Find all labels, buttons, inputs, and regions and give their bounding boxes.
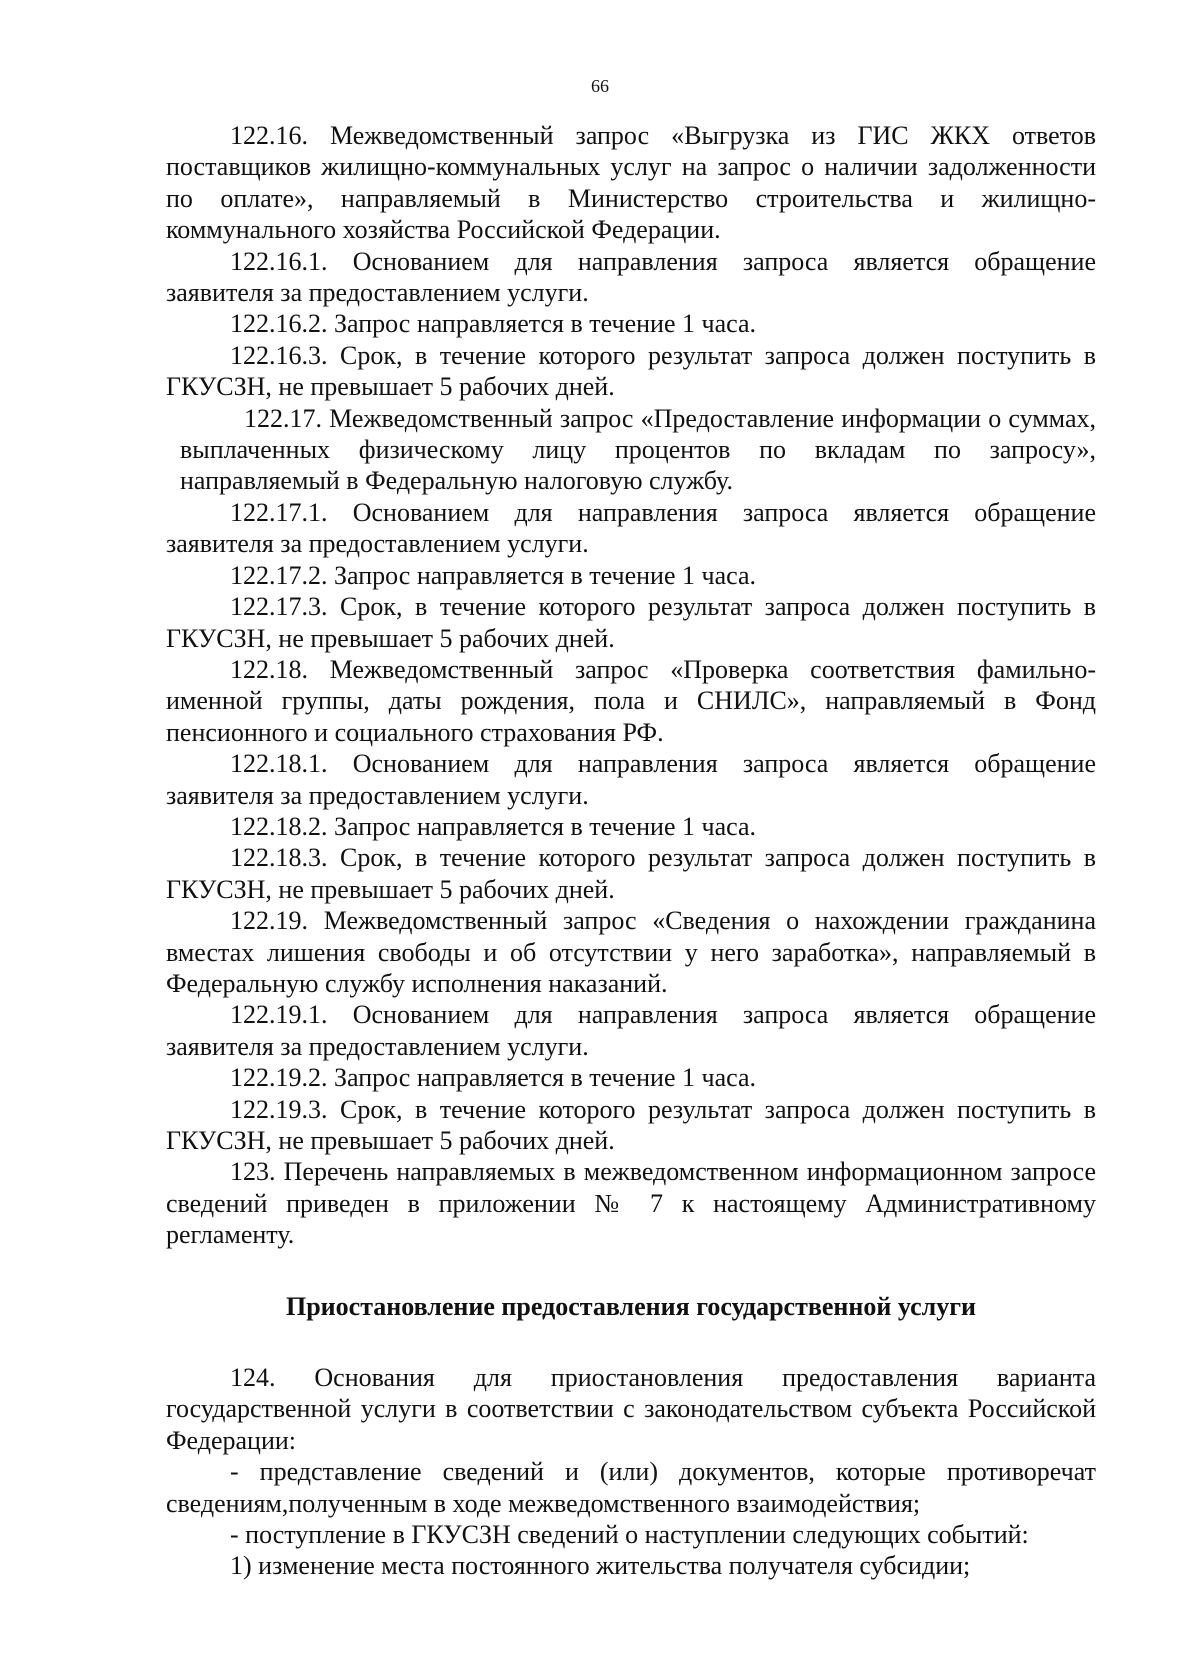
paragraph-122-19-1: 122.19.1. Основанием для направления запроса является обращение заявителя за предоставлением услуги. <box>166 1000 1096 1061</box>
paragraph-122-17: 122.17. Межведомственный запрос «Предоставление информации о суммах, выплаченных физическому лицу процентов по вкладам по запросу», направляемый в Федеральную налоговую службу. <box>180 403 1096 496</box>
list-item-events-received: - поступление в ГКУСЗН сведений о наступлении следующих событий: <box>230 1520 1029 1550</box>
paragraph-123: 123. Перечень направляемых в межведомственном информационном запросе сведений приведен в приложении № 7 к настоящему Административному регламенту. <box>166 1157 1096 1250</box>
document-body <box>166 120 1096 1582</box>
paragraph-122-18: 122.18. Межведомственный запрос «Проверка соответствия фамильно-именной группы, даты рождения, пола и СНИЛС», направляемый в Фонд пенсионного и социального страхования РФ. <box>166 654 1096 747</box>
paragraph-122-19-2: 122.19.2. Запрос направляется в течение 1 часа. <box>230 1063 757 1093</box>
paragraph-122-18-3: 122.18.3. Срок, в течение которого результат запроса должен поступить в ГКУСЗН, не превышает 5 рабочих дней. <box>166 843 1096 904</box>
paragraph-122-16-1: 122.16.1. Основанием для направления запроса является обращение заявителя за предоставлением услуги. <box>166 246 1096 308</box>
list-item-residence-change: 1) изменение места постоянного жительства получателя субсидии; <box>230 1551 971 1581</box>
paragraph-122-18-1: 122.18.1. Основанием для направления запроса является обращение заявителя за предоставлением услуги. <box>166 749 1096 810</box>
paragraph-122-17-2: 122.17.2. Запрос направляется в течение 1 часа. <box>230 560 757 590</box>
paragraph-122-19: 122.19. Межведомственный запрос «Сведения о нахождении гражданина вместах лишения свободы и об отсутствии у него заработка», направляемый в Федеральную службу исполнения наказаний. <box>166 906 1096 998</box>
section-heading: Приостановление предоставления государственной услуги <box>285 1291 976 1321</box>
paragraph-122-19-3: 122.19.3. Срок, в течение которого результат запроса должен поступить в ГКУСЗН, не превышает 5 рабочих дней. <box>166 1094 1096 1155</box>
paragraph-122-16-3: 122.16.3. Срок, в течение которого результат запроса должен поступить в ГКУСЗН, не превышает 5 рабочих дней. <box>166 340 1096 402</box>
paragraph-122-16-2: 122.16.2. Запрос направляется в течение 1 часа. <box>230 309 757 339</box>
paragraph-122-17-3: 122.17.3. Срок, в течение которого результат запроса должен поступить в ГКУСЗН, не превышает 5 рабочих дней. <box>166 592 1096 653</box>
list-item-contradicting-info: - представление сведений и (или) документов, которые противоречат сведениям,полученным в ходе межведомственного взаимодействия; <box>166 1457 1096 1518</box>
paragraph-122-17-1: 122.17.1. Основанием для направления запроса является обращение заявителя за предоставлением услуги. <box>166 497 1096 559</box>
paragraph-124: 124. Основания для приостановления предоставления варианта государственной услуги в соответствии с законодательством субъекта Российской Федерации: <box>166 1363 1096 1455</box>
page-number: 66 <box>591 76 609 96</box>
paragraph-122-16: 122.16. Межведомственный запрос «Выгрузка из ГИС ЖКХ ответов поставщиков жилищно-коммунальных услуг на запрос о наличии задолженности по оплате», направляемый в Министерство строительства и жилищно-коммунального хозяйства Российской Федерации. <box>166 121 1096 245</box>
paragraph-122-18-2: 122.18.2. Запрос направляется в течение 1 часа. <box>230 811 757 841</box>
